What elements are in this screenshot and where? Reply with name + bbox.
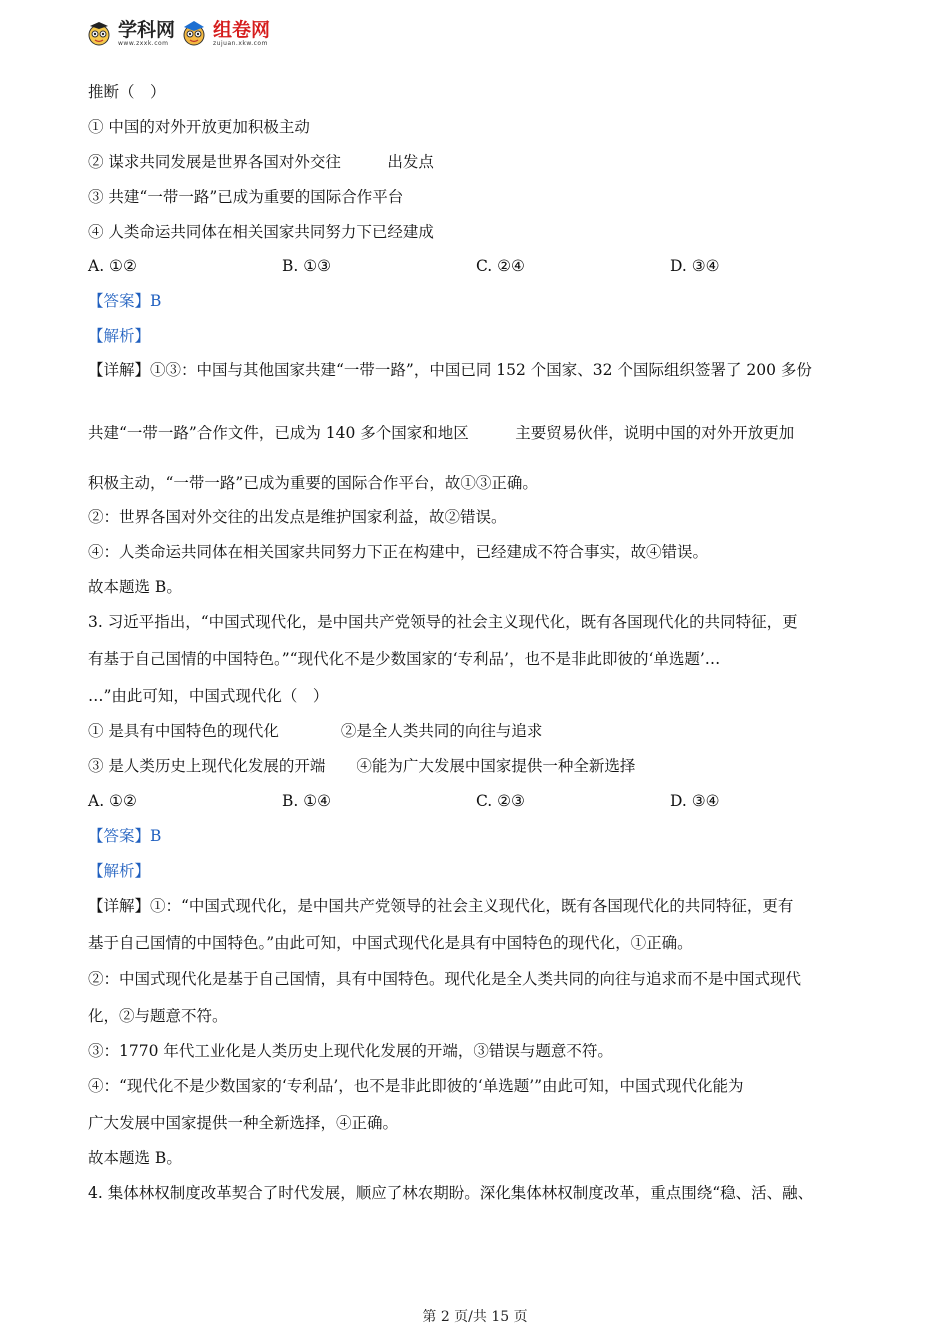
q3-detail-4: 化，②与题意不符。 (88, 1007, 228, 1025)
page-number: 第 2 页/共 15 页 (422, 1309, 528, 1325)
q3-detail-6: ④：“现代化不是少数国家的‘专利品’，也不是非此即彼的‘单选题’”由此可知，中国式现代化能为 (88, 1077, 744, 1095)
q3-option-d: D. ③④ (670, 792, 720, 810)
q2-answer: 【答案】B (88, 292, 162, 310)
q2-option-b: B. ①③ (282, 257, 332, 275)
q3-option-c: C. ②③ (476, 792, 525, 810)
q2-option-c: C. ②④ (476, 257, 525, 275)
q2-option-d: D. ③④ (670, 257, 720, 275)
q3-stem-1: 3. 习近平指出，“中国式现代化，是中国共产党领导的社会主义现代化，既有各国现代化的共同特征，更 (88, 613, 798, 631)
q2-detail-4: ②：世界各国对外交往的出发点是维护国家利益，故②错误。 (88, 508, 507, 526)
q3-detail-2: 基于自己国情的中国特色。”由此可知，中国式现代化是具有中国特色的现代化，①正确。 (88, 934, 693, 952)
q4-stem: 4. 集体林权制度改革契合了时代发展，顺应了林农期盼。深化集体林权制度改革，重点围绕“稳、活、融、 (88, 1184, 814, 1202)
zujuan-mascot-icon (181, 20, 207, 46)
q2-stem-tail: 推断（ ） (88, 83, 166, 101)
q2-detail-2: 共建“一带一路”合作文件，已成为 140 多个国家和地区 主要贸易伙伴，说明中国的对外开放更加 (88, 424, 795, 442)
xueke-logo[interactable] (118, 20, 175, 47)
q2-item-3: ③ 共建“一带一路”已成为重要的国际合作平台 (88, 188, 404, 206)
zujuan-logo-url: zujuan.xkw.com (213, 39, 268, 47)
q2-detail-3: 积极主动，“一带一路”已成为重要的国际合作平台，故①③正确。 (88, 474, 538, 492)
zujuan-logo[interactable] (213, 20, 270, 47)
q2-item-1: ① 中国的对外开放更加积极主动 (88, 118, 310, 136)
q3-item-1: ① 是具有中国特色的现代化 ②是全人类共同的向往与追求 (88, 722, 543, 740)
q3-option-a: A. ①② (88, 792, 137, 810)
q3-answer: 【答案】B (88, 827, 162, 845)
q2-detail-6: 故本题选 B。 (88, 578, 182, 596)
q2-option-a: A. ①② (88, 257, 137, 275)
q2-item-4: ④ 人类命运共同体在相关国家共同努力下已经建成 (88, 223, 434, 241)
q3-analysis-heading: 【解析】 (88, 862, 151, 880)
q3-detail-5: ③：1770 年代工业化是人类历史上现代化发展的开端，③错误与题意不符。 (88, 1042, 613, 1060)
q3-option-b: B. ①④ (282, 792, 332, 810)
q2-analysis-heading: 【解析】 (88, 327, 151, 345)
q2-detail-1: 【详解】①③：中国与其他国家共建“一带一路”，中国已同 152 个国家、32 个国际组织签署了 200 多份 (88, 361, 812, 379)
q2-item-2: ② 谋求共同发展是世界各国对外交往 出发点 (88, 153, 434, 171)
xueke-logo-text: 学科网 (118, 18, 176, 41)
q3-item-2: ③ 是人类历史上现代化发展的开端 ④能为广大发展中国家提供一种全新选择 (88, 757, 636, 775)
zujuan-logo-text: 组卷网 (213, 18, 271, 41)
q3-stem-3: …”由此可知，中国式现代化（ ） (88, 687, 329, 705)
q3-detail-7: 广大发展中国家提供一种全新选择，④正确。 (88, 1114, 399, 1132)
q3-detail-3: ②：中国式现代化是基于自己国情，具有中国特色。现代化是全人类共同的向往与追求而不是中国式现代 (88, 970, 802, 988)
header-logos (86, 12, 270, 54)
q3-detail-1: 【详解】①：“中国式现代化，是中国共产党领导的社会主义现代化，既有各国现代化的共同特征，更有 (88, 897, 794, 915)
xueke-logo-url: www.zxxk.com (118, 39, 169, 47)
q2-detail-5: ④：人类命运共同体在相关国家共同努力下正在构建中，已经建成不符合事实，故④错误。 (88, 543, 709, 561)
q3-detail-8: 故本题选 B。 (88, 1149, 182, 1167)
q3-stem-2: 有基于自己国情的中国特色。”“现代化不是少数国家的‘专利品’，也不是非此即彼的‘单选题’… (88, 650, 721, 668)
xueke-mascot-icon (86, 20, 112, 46)
